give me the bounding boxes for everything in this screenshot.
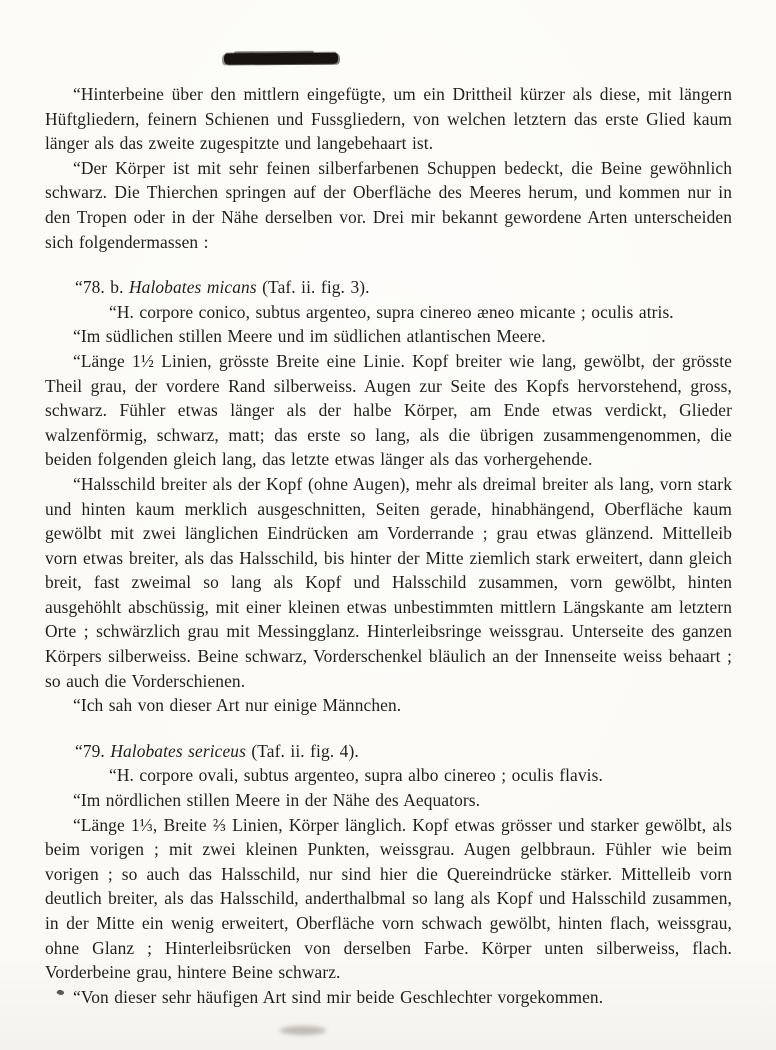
species-name-sericeus: Halobates sericeus xyxy=(110,740,246,761)
paragraph-koerper: “Der Körper ist mit sehr feinen silberfarbenen Schuppen bedeckt, die Beine gewöhnlich schwarz. Die Thierchen springen auf der Oberfläche des Meeres herum, und kommen nur in den Tropen oder in der Nähe derselben vor. Drei mir bekannt gewordene Arten unterscheiden sich folgendermassen : xyxy=(45,157,732,252)
species-heading-79 xyxy=(45,739,732,764)
species-plate-ref-78: (Taf. ii. fig. 3). xyxy=(256,277,370,298)
paragraph-hinterbeine: “Hinterbeine über den mittlern eingefügte, um ein Drittheil kürzer als diese, mit längern Hüftgliedern, feinern Schienen und Fussgliedern, von welchen letztern das erste Glied kaum länger als das zweite zugespitzte und langebehaart ist. xyxy=(45,84,732,154)
description-78-part2: “Halsschild breiter als der Kopf (ohne Augen), mehr als dreimal breiter als lang, vorn stark und hinten kaum merklich ausgeschnitten, Seiten gerade, hinabhängend, Oberfläche kaum gewölbt mit zwei länglichen Eindrücken am Vorderrande ; grau etwas glänzend. Mittelleib vorn etwas breiter, als das Halsschild, bis hinter der Mitte ziemlich stark erweitert, dann gleich breit, fast zweimal so lang als Kopf und Halsschild zusammen, vorn gewölbt, hinten ausgehöhlt abschüssig, mit einer kleinen etwas unbestimmten mittlern Längskante am letztern Orte ; schwärzlich grau mit Messingglanz. Hinterleibsringe weissgrau. Unterseite des ganzen Körpers silberweiss. Beine schwarz, Vorderschenkel bläulich an der Innenseite weiss behaart ; so auch die Vorderschienen. xyxy=(45,473,732,691)
species-plate-ref-79: (Taf. ii. fig. 4). xyxy=(245,740,359,761)
bleedthrough-smudge xyxy=(280,1026,326,1035)
species-number-78: “78. b. xyxy=(75,277,129,298)
species-name-micans: Halobates micans xyxy=(129,277,257,298)
habitat-79: “Im nördlichen stillen Meere in der Nähe des Aequators. xyxy=(73,790,481,811)
note-79: “Von dieser sehr häufigen Art sind mir beide Geschlechter vorgekommen. xyxy=(73,986,604,1007)
description-79: “Länge 1⅓, Breite ⅔ Linien, Körper länglich. Kopf etwas grösser und starker gewölbt, als beim vorigen ; mit zwei kleinen Punkten, weissgrau. Augen gelbbraun. Fühler wie beim vorigen ; so auch das Halsschild, nur sind hier die Quereindrücke stärker. Mittelleib vorn deutlich breiter, als das Halsschild, anderthalbmal so lang als Kopf und Halsschild zusammen, in der Mitte ein wenig erweitert, Oberfläche vorn schwach gewölbt, hinten flach, weissgrau, ohne Glanz ; Hinterleibsrücken von derselben Farbe. Körper unten silberweiss, flach. Vorderbeine grau, hintere Beine schwarz. xyxy=(45,814,732,983)
species-number-79: “79. xyxy=(75,740,111,761)
species-heading-78 xyxy=(45,275,732,300)
page-text xyxy=(45,82,732,1009)
note-78: “Ich sah von dieser Art nur einige Männchen. xyxy=(73,695,402,716)
habitat-78: “Im südlichen stillen Meere und im südlichen atlantischen Meere. xyxy=(73,326,546,347)
description-78-part1: “Länge 1½ Linien, grösste Breite eine Linie. Kopf breiter wie lang, gewölbt, der grösste Theil grau, der vordere Rand silberweiss. Augen zur Seite des Kopfs hervorstehend, gross, schwarz. Fühler etwas länger als der halbe Körper, am Ende etwas verdickt, Glieder walzenförmig, schwarz, matt; das erste so lang, als die übrigen zusammengenommen, die beiden folgenden gleich lang, das letzte etwas länger als das vorhergehende. xyxy=(45,350,732,470)
inked-out-running-title xyxy=(224,53,338,65)
latin-diagnosis-79: “H. corpore ovali, subtus argenteo, supra albo cinereo ; oculis flavis. xyxy=(109,765,603,786)
latin-diagnosis-78: “H. corpore conico, subtus argenteo, supra cinereo æneo micante ; oculis atris. xyxy=(109,301,674,322)
